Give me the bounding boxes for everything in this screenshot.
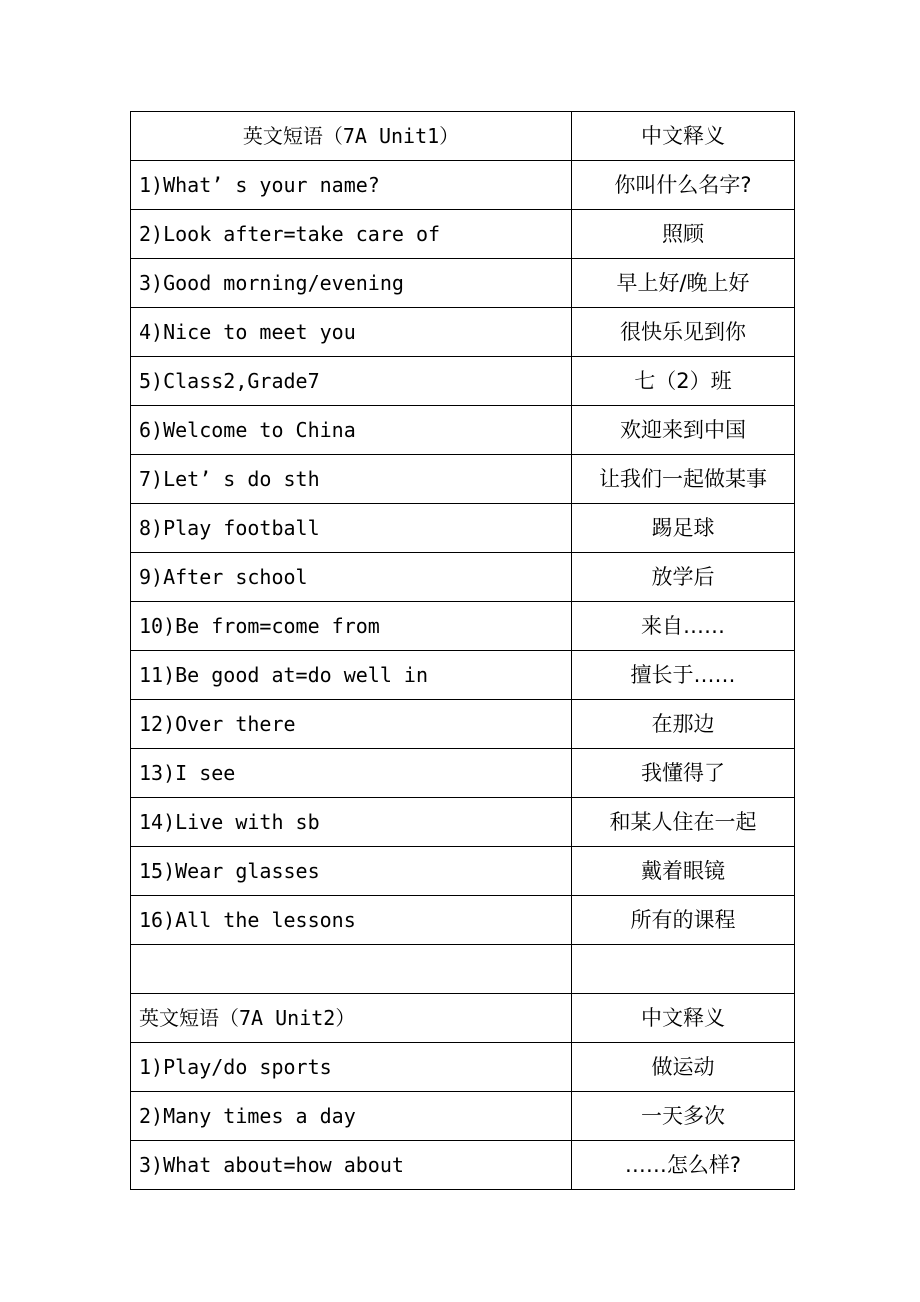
english-phrase: 2)Look after=take care of — [131, 210, 572, 259]
table-row — [131, 847, 795, 896]
english-phrase: 7)Let’ s do sth — [131, 455, 572, 504]
english-phrase: 3)Good morning/evening — [131, 259, 572, 308]
table-row — [131, 161, 795, 210]
table-row — [131, 259, 795, 308]
english-phrase: 10)Be from=come from — [131, 602, 572, 651]
chinese-meaning: 七（2）班 — [572, 357, 795, 406]
english-phrase: 11)Be good at=do well in — [131, 651, 572, 700]
chinese-meaning: 所有的课程 — [572, 896, 795, 945]
table-row — [131, 1141, 795, 1190]
table-row — [131, 749, 795, 798]
chinese-meaning: 擅长于…… — [572, 651, 795, 700]
table-row — [131, 210, 795, 259]
table-row — [131, 700, 795, 749]
chinese-meaning: 放学后 — [572, 553, 795, 602]
table-row — [131, 798, 795, 847]
chinese-meaning: 让我们一起做某事 — [572, 455, 795, 504]
chinese-meaning: 戴着眼镜 — [572, 847, 795, 896]
table-row — [131, 651, 795, 700]
table-row — [131, 308, 795, 357]
english-phrase: 8)Play football — [131, 504, 572, 553]
table-header-row-unit1 — [131, 112, 795, 161]
table-row — [131, 1043, 795, 1092]
chinese-meaning: 很快乐见到你 — [572, 308, 795, 357]
english-phrase: 1)What’ s your name? — [131, 161, 572, 210]
english-phrase: 2)Many times a day — [131, 1092, 572, 1141]
empty-cell — [131, 945, 572, 994]
chinese-meaning: 在那边 — [572, 700, 795, 749]
empty-row — [131, 945, 795, 994]
table-row — [131, 406, 795, 455]
table-row — [131, 1092, 795, 1141]
chinese-meaning: 照顾 — [572, 210, 795, 259]
chinese-meaning: ……怎么样? — [572, 1141, 795, 1190]
chinese-meaning: 踢足球 — [572, 504, 795, 553]
english-phrase: 13)I see — [131, 749, 572, 798]
table-row — [131, 357, 795, 406]
chinese-meaning: 欢迎来到中国 — [572, 406, 795, 455]
header-chinese-unit2: 中文释义 — [572, 994, 795, 1043]
chinese-meaning: 和某人住在一起 — [572, 798, 795, 847]
header-english-unit2: 英文短语（7A Unit2） — [131, 994, 572, 1043]
chinese-meaning: 早上好/晚上好 — [572, 259, 795, 308]
table-row — [131, 504, 795, 553]
table-row — [131, 553, 795, 602]
phrase-table — [130, 111, 795, 1190]
english-phrase: 9)After school — [131, 553, 572, 602]
table-header-row-unit2 — [131, 994, 795, 1043]
english-phrase: 12)Over there — [131, 700, 572, 749]
table-row — [131, 896, 795, 945]
english-phrase: 4)Nice to meet you — [131, 308, 572, 357]
chinese-meaning: 我懂得了 — [572, 749, 795, 798]
chinese-meaning: 一天多次 — [572, 1092, 795, 1141]
english-phrase: 3)What about=how about — [131, 1141, 572, 1190]
table-row — [131, 602, 795, 651]
english-phrase: 16)All the lessons — [131, 896, 572, 945]
english-phrase: 15)Wear glasses — [131, 847, 572, 896]
english-phrase: 1)Play/do sports — [131, 1043, 572, 1092]
english-phrase: 5)Class2,Grade7 — [131, 357, 572, 406]
english-phrase: 14)Live with sb — [131, 798, 572, 847]
table-row — [131, 455, 795, 504]
english-phrase: 6)Welcome to China — [131, 406, 572, 455]
chinese-meaning: 你叫什么名字? — [572, 161, 795, 210]
chinese-meaning: 做运动 — [572, 1043, 795, 1092]
chinese-meaning: 来自…… — [572, 602, 795, 651]
empty-cell — [572, 945, 795, 994]
header-chinese-unit1: 中文释义 — [572, 112, 795, 161]
header-english-unit1: 英文短语（7A Unit1） — [131, 112, 572, 161]
